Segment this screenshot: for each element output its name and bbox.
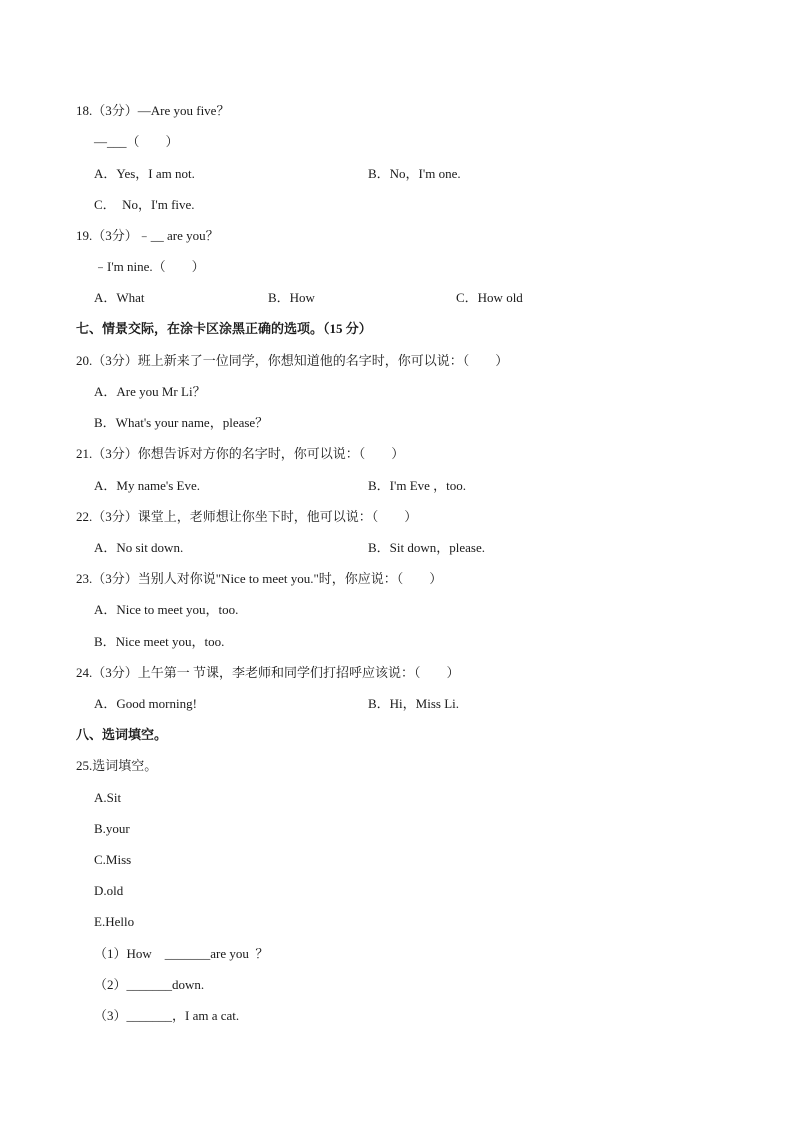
q25-word-option: B.your (94, 821, 130, 836)
q19-option-a: A．What (94, 290, 145, 305)
q18-option-a: A．Yes，I am not. (94, 166, 195, 181)
q19-option-b: B．How (268, 290, 315, 305)
q21-option-a: A．My name's Eve. (94, 478, 200, 493)
q25-fill-item: （1）How _______are you ？ (94, 946, 269, 961)
q25-stem: 25.选词填空。 (76, 758, 158, 773)
q24-option-a: A．Good morning! (94, 696, 197, 711)
q18-answer-blank: —___（ ） (94, 134, 179, 149)
q24-stem: 24.（3分）上午第一 节课，李老师和同学们打招呼应该说：（ ） (76, 665, 460, 680)
q18-stem: 18.（3分）—Are you five？ (76, 103, 230, 118)
q19-option-c: C．How old (456, 290, 523, 305)
section-8-heading: 八、选词填空。 (76, 727, 168, 742)
q20-option-b: B．What's your name，please？ (94, 415, 269, 430)
q22-option-a: A．No sit down. (94, 540, 184, 555)
q20-option-a: A．Are you Mr Li？ (94, 384, 206, 399)
q25-word-option: A.Sit (94, 790, 122, 805)
q22-stem: 22.（3分）课堂上，老师想让你坐下时，他可以说：（ ） (76, 509, 418, 524)
q25-word-option: C.Miss (94, 852, 132, 867)
q23-option-a: A．Nice to meet you，too. (94, 602, 239, 617)
q21-option-b: B．I'm Eve ，too. (368, 478, 467, 493)
q18-option-b: B．No，I'm one. (368, 166, 461, 181)
q24-option-b: B．Hi，Miss Li. (368, 696, 460, 711)
q20-stem: 20.（3分）班上新来了一位同学，你想知道他的名字时，你可以说：（ ） (76, 353, 509, 368)
q19-stem: 19.（3分）﹣__ are you？ (76, 228, 219, 243)
q25-fill-item: （2）_______down. (94, 977, 205, 992)
q25-word-option: D.old (94, 883, 124, 898)
section-7-heading: 七、情景交际，在涂卡区涂黑正确的选项。（15 分） (76, 321, 372, 336)
q23-option-b: B．Nice meet you，too. (94, 634, 225, 649)
q21-stem: 21.（3分）你想告诉对方你的名字时，你可以说：（ ） (76, 446, 405, 461)
q25-word-option: E.Hello (94, 914, 135, 929)
q23-stem: 23.（3分）当别人对你说"Nice to meet you."时，你应说：（ ） (76, 571, 443, 586)
q22-option-b: B．Sit down，please. (368, 540, 485, 555)
q19-answer-line: ﹣I'm nine.（ ） (94, 259, 205, 274)
q18-option-c: C． No，I'm five. (94, 197, 195, 212)
q25-fill-item: （3）_______，I am a cat. (94, 1008, 240, 1023)
